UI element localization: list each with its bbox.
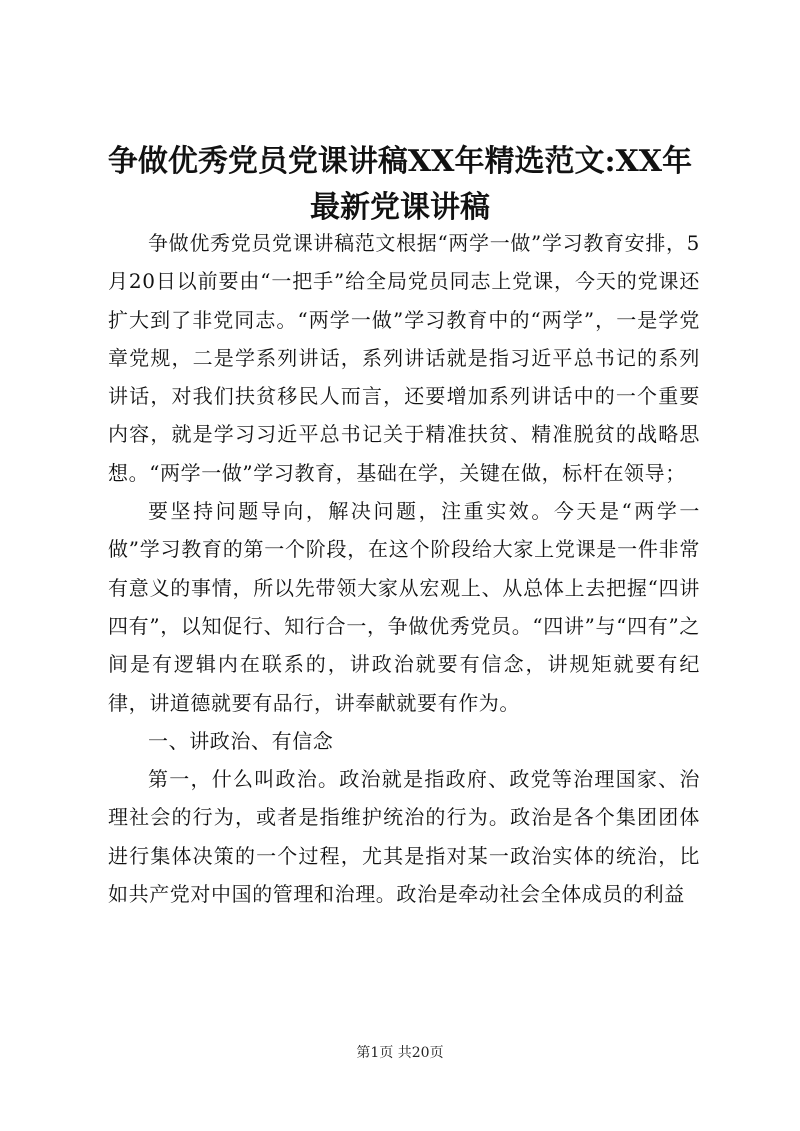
paragraph-what-is-politics: 第一，什么叫政治。政治就是指政府、政党等治理国家、治理社会的行为，或者是指维护统治的行为。政治是各个集团团体进行集体决策的一个过程，尤其是指对某一政治实体的统治，比如共产党对中国的管理和治理。政治是牵动社会全体成员的利益 [108,767,700,907]
document-body [108,224,700,913]
paragraph-intro: 争做优秀党员党课讲稿范文根据“两学一做”学习教育安排，5月20日以前要由“一把手”给全局党员同志上党课，今天的党课还扩大到了非党同志。“两学一做”学习教育中的“两学”，一是学党章党规，二是学系列讲话，系列讲话就是指习近平总书记的系列讲话，对我们扶贫移民人而言，还要增加系列讲话中的一个重要内容，就是学习习近平总书记关于精准扶贫、精准脱贫的战略思想。“两学一做”学习教育，基础在学，关键在做，标杆在领导； [108,231,700,485]
title-line-1: 争做优秀党员党课讲稿XX年精选范文:XX年 [107,144,693,179]
section-heading: 一、讲政治、有信念 [148,728,334,753]
title-line-2: 最新党课讲稿 [310,190,490,225]
document-title [90,139,710,231]
page-number-footer: 第1页 共20页 [356,1045,444,1061]
paragraph-problem-orientation: 要坚持问题导向，解决问题，注重实效。今天是“两学一做”学习教育的第一个阶段，在这个阶段给大家上党课是一件非常有意义的事情，所以先带领大家从宏观上、从总体上去把握“四讲四有”，以知促行、知行合一，争做优秀党员。“四讲”与“四有”之间是有逻辑内在联系的，讲政治就要有信念，讲规矩就要有纪律，讲道德就要有品行，讲奉献就要有作为。 [108,499,700,715]
